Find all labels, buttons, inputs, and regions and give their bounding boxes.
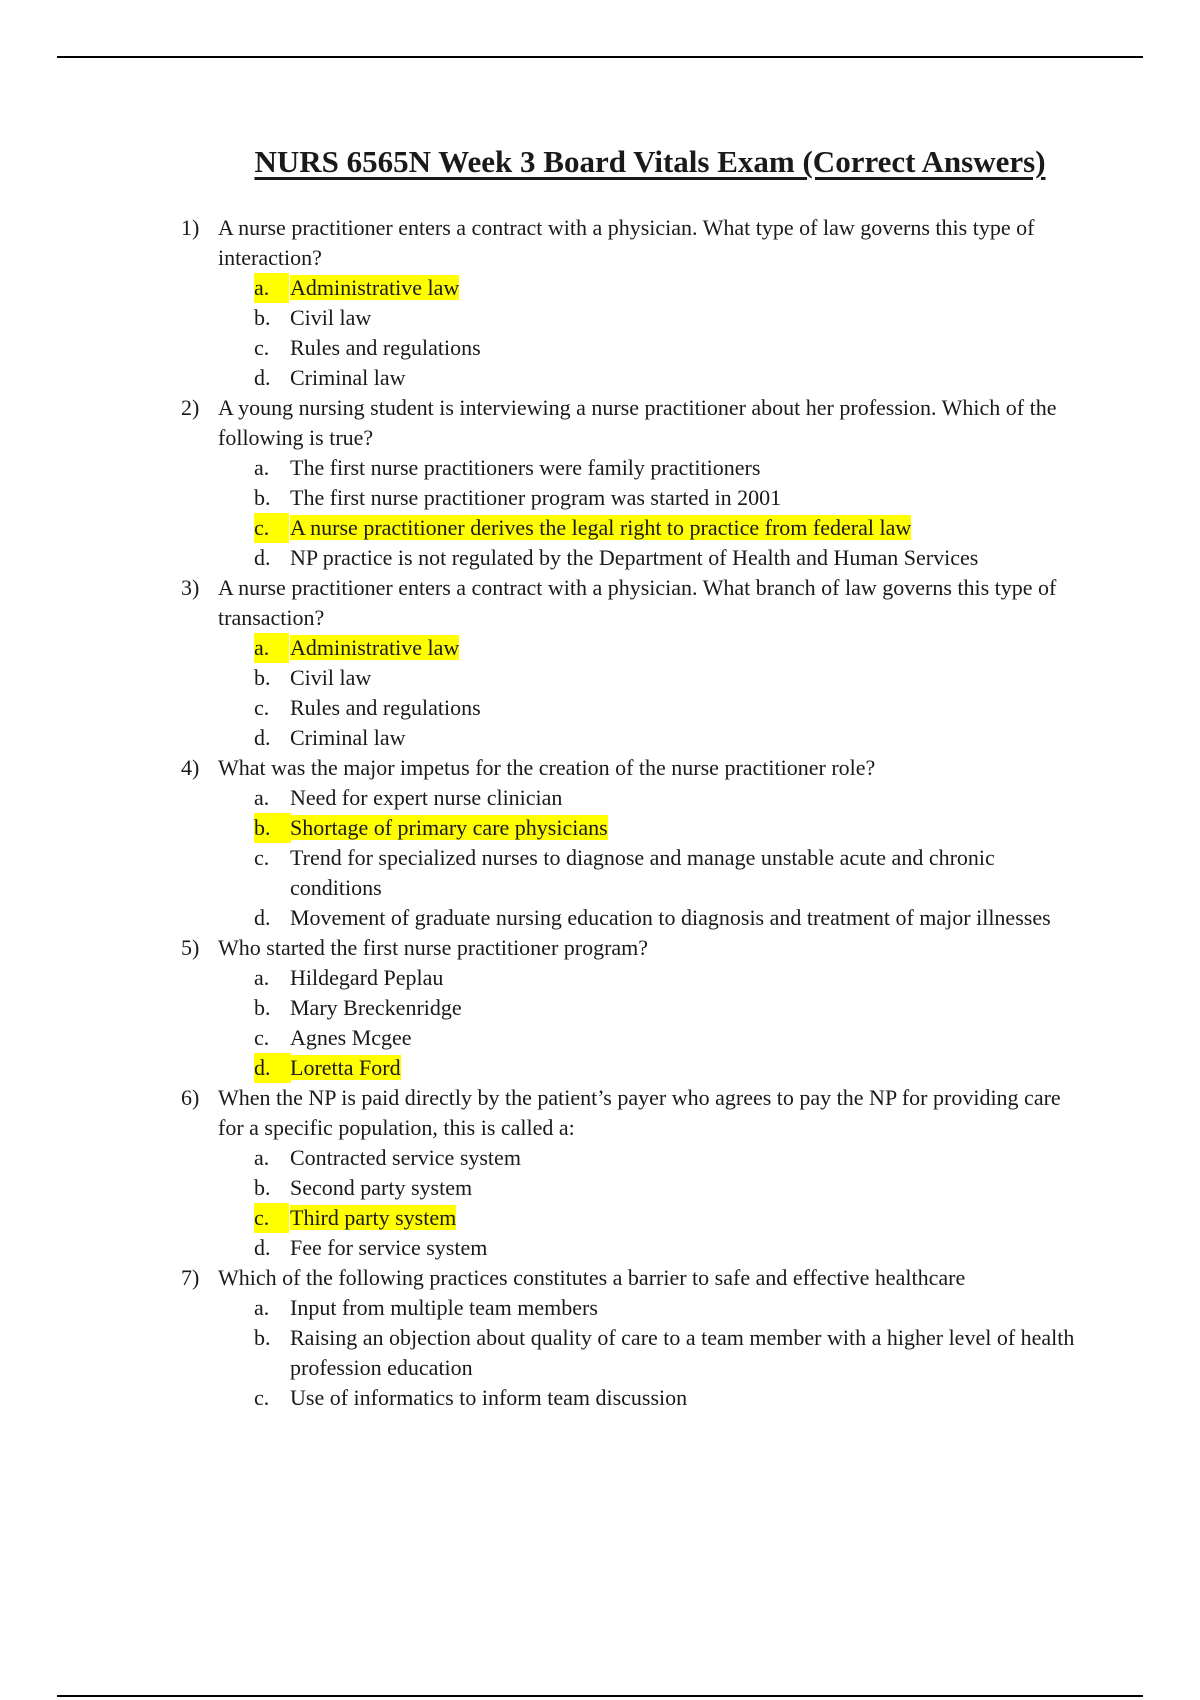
option-letter: a. xyxy=(254,785,270,810)
answer-option xyxy=(218,783,1080,813)
option-letter: d. xyxy=(254,725,271,750)
question-number: 6) xyxy=(181,1085,200,1110)
correct-answer-option xyxy=(218,1203,1080,1233)
answer-option xyxy=(218,1023,1080,1053)
question-list xyxy=(0,213,1200,1413)
question-number: 1) xyxy=(181,215,200,240)
answer-option xyxy=(218,1143,1080,1173)
question-number: 7) xyxy=(181,1265,200,1290)
option-letter: d. xyxy=(254,1235,271,1260)
option-letter: b. xyxy=(254,305,271,330)
question-item xyxy=(0,213,1200,393)
option-list xyxy=(218,273,1080,393)
highlighted-option-text: Loretta Ford xyxy=(290,1055,401,1080)
highlighted-option-text: Shortage of primary care physicians xyxy=(290,815,608,840)
answer-option xyxy=(218,453,1080,483)
option-text: Trend for specialized nurses to diagnose and manage unstable acute and chronic conditions xyxy=(290,845,995,900)
option-text: Hildegard Peplau xyxy=(290,965,444,990)
answer-option xyxy=(218,543,1080,573)
option-text: Rules and regulations xyxy=(290,335,481,360)
correct-answer-option xyxy=(218,273,1080,303)
option-list xyxy=(218,453,1080,573)
answer-option xyxy=(218,993,1080,1023)
option-letter: a. xyxy=(254,965,270,990)
option-letter: b. xyxy=(254,813,291,843)
option-list xyxy=(218,1143,1080,1263)
highlighted-option-text: Administrative law xyxy=(290,275,460,300)
answer-option xyxy=(218,963,1080,993)
option-letter: d. xyxy=(254,1053,291,1083)
option-text: Input from multiple team members xyxy=(290,1295,598,1320)
top-rule xyxy=(57,56,1143,58)
answer-option xyxy=(218,1323,1080,1383)
option-text: Criminal law xyxy=(290,365,406,390)
option-list xyxy=(218,783,1080,933)
question-text: Which of the following practices constitutes a barrier to safe and effective healthcare xyxy=(218,1265,966,1290)
option-text: Use of informatics to inform team discussion xyxy=(290,1385,688,1410)
question-number: 3) xyxy=(181,575,200,600)
option-list xyxy=(218,1293,1080,1413)
option-letter: a. xyxy=(254,1145,270,1170)
option-letter: b. xyxy=(254,665,271,690)
option-letter: d. xyxy=(254,365,271,390)
option-text: Need for expert nurse clinician xyxy=(290,785,563,810)
question-text: A nurse practitioner enters a contract with a physician. What branch of law governs this type of transaction? xyxy=(218,575,1057,630)
option-letter: b. xyxy=(254,995,271,1020)
answer-option xyxy=(218,303,1080,333)
question-item xyxy=(0,1083,1200,1263)
option-text: Movement of graduate nursing education to diagnosis and treatment of major illnesses xyxy=(290,905,1051,930)
option-text: Agnes Mcgee xyxy=(290,1025,412,1050)
highlighted-option-text: A nurse practitioner derives the legal right to practice from federal law xyxy=(290,515,912,540)
option-letter: d. xyxy=(254,545,271,570)
correct-answer-option xyxy=(218,813,1080,843)
option-letter: a. xyxy=(254,633,289,663)
option-text: Mary Breckenridge xyxy=(290,995,462,1020)
option-list xyxy=(218,633,1080,753)
correct-answer-option xyxy=(218,513,1080,543)
option-list xyxy=(218,963,1080,1083)
answer-option xyxy=(218,1173,1080,1203)
option-text: The first nurse practitioner program was started in 2001 xyxy=(290,485,782,510)
option-letter: c. xyxy=(254,845,270,870)
option-letter: a. xyxy=(254,273,289,303)
option-letter: b. xyxy=(254,485,271,510)
question-text: Who started the first nurse practitioner program? xyxy=(218,935,649,960)
question-item xyxy=(0,933,1200,1083)
question-item xyxy=(0,753,1200,933)
option-text: Fee for service system xyxy=(290,1235,488,1260)
answer-option xyxy=(218,843,1080,903)
option-letter: c. xyxy=(254,1203,289,1233)
option-letter: c. xyxy=(254,335,270,360)
option-text: Rules and regulations xyxy=(290,695,481,720)
option-letter: c. xyxy=(254,695,270,720)
bottom-rule xyxy=(57,1695,1143,1697)
answer-option xyxy=(218,1233,1080,1263)
question-text: When the NP is paid directly by the patient’s payer who agrees to pay the NP for providing care for a specific population, this is called a: xyxy=(218,1085,1061,1140)
option-text: The first nurse practitioners were family practitioners xyxy=(290,455,761,480)
answer-option xyxy=(218,693,1080,723)
answer-option xyxy=(218,663,1080,693)
answer-option xyxy=(218,723,1080,753)
option-letter: c. xyxy=(254,1025,270,1050)
option-letter: c. xyxy=(254,513,289,543)
document-title: NURS 6565N Week 3 Board Vitals Exam (Correct Answers) xyxy=(254,144,1046,179)
option-text: Civil law xyxy=(290,665,372,690)
correct-answer-option xyxy=(218,1053,1080,1083)
option-letter: b. xyxy=(254,1325,271,1350)
answer-option xyxy=(218,1383,1080,1413)
answer-option xyxy=(218,1293,1080,1323)
answer-option xyxy=(218,333,1080,363)
question-text: A nurse practitioner enters a contract with a physician. What type of law governs this type of interaction? xyxy=(218,215,1035,270)
question-item xyxy=(0,1263,1200,1413)
answer-option xyxy=(218,903,1080,933)
highlighted-option-text: Third party system xyxy=(290,1205,457,1230)
option-text: Criminal law xyxy=(290,725,406,750)
option-letter: d. xyxy=(254,905,271,930)
option-text: Civil law xyxy=(290,305,372,330)
question-item xyxy=(0,573,1200,753)
question-number: 5) xyxy=(181,935,200,960)
question-text: A young nursing student is interviewing a nurse practitioner about her profession. Which of the following is true? xyxy=(218,395,1057,450)
answer-option xyxy=(218,363,1080,393)
option-letter: a. xyxy=(254,455,270,480)
question-text: What was the major impetus for the creation of the nurse practitioner role? xyxy=(218,755,876,780)
option-text: Raising an objection about quality of care to a team member with a higher level of health profession education xyxy=(290,1325,1075,1380)
correct-answer-option xyxy=(218,633,1080,663)
question-number: 2) xyxy=(181,395,200,420)
option-text: NP practice is not regulated by the Department of Health and Human Services xyxy=(290,545,979,570)
question-number: 4) xyxy=(181,755,200,780)
answer-option xyxy=(218,483,1080,513)
option-text: Second party system xyxy=(290,1175,473,1200)
option-text: Contracted service system xyxy=(290,1145,521,1170)
highlighted-option-text: Administrative law xyxy=(290,635,460,660)
option-letter: c. xyxy=(254,1385,270,1410)
option-letter: a. xyxy=(254,1295,270,1320)
option-letter: b. xyxy=(254,1175,271,1200)
question-item xyxy=(0,393,1200,573)
